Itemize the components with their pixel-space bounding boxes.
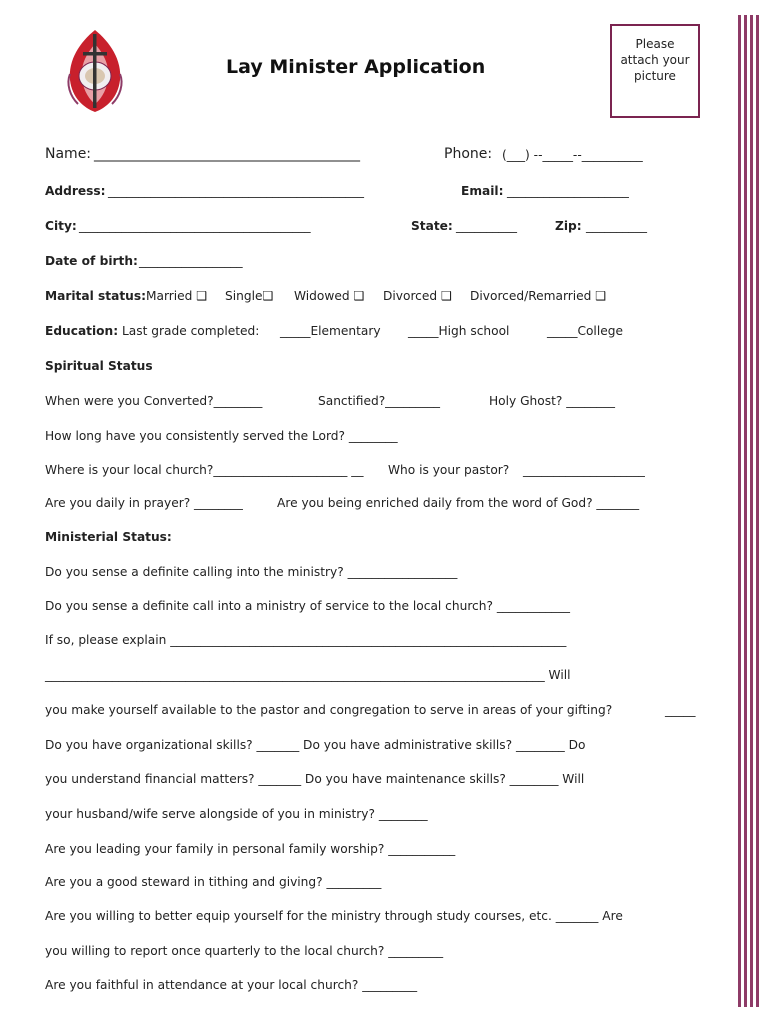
photo-attachment-box <box>610 24 700 118</box>
last-grade-label: Last grade completed: <box>122 324 260 338</box>
attendance-question[interactable]: Are you faithful in attendance at your local church? _________ <box>45 978 418 992</box>
phone-label: Phone: <box>444 146 493 162</box>
address-field[interactable]: __________________________________________ <box>108 184 364 198</box>
education-option-college[interactable]: _____College <box>547 324 623 338</box>
address-label: Address: <box>45 184 106 198</box>
spouse-question[interactable]: your husband/wife serve alongside of you in ministry? ________ <box>45 807 428 821</box>
prayer-question[interactable]: Are you daily in prayer? ________ <box>45 496 243 510</box>
education-option-high-school[interactable]: _____High school <box>408 324 510 338</box>
phone-field[interactable]: (___) --_____--__________ <box>502 148 643 162</box>
marital-option-divorced-remarried[interactable]: Divorced/Remarried ❑ <box>470 289 607 303</box>
photo-note-line: picture <box>634 69 676 83</box>
state-field[interactable]: __________ <box>456 219 517 233</box>
tithing-question[interactable]: Are you a good steward in tithing and giving? _________ <box>45 875 382 889</box>
dob-field[interactable]: _________________ <box>139 254 243 268</box>
zip-field[interactable]: __________ <box>586 219 647 233</box>
name-label: Name: <box>45 146 92 162</box>
pastor-field[interactable]: ____________________ <box>523 463 645 477</box>
photo-note-line: Please <box>635 37 675 51</box>
border-bar <box>744 15 747 1007</box>
holy-ghost-question[interactable]: Holy Ghost? ________ <box>489 394 615 408</box>
sanctified-question[interactable]: Sanctified?_________ <box>318 394 441 408</box>
email-field[interactable]: ____________________ <box>507 184 629 198</box>
name-field[interactable]: ______________________________________ <box>94 146 360 162</box>
marital-option-single[interactable]: Single❑ <box>225 289 274 303</box>
skills-question[interactable]: Do you have organizational skills? _______ Do you have administrative skills? ________ Do <box>45 738 586 752</box>
education-label: Education: <box>45 324 119 338</box>
photo-note-line: attach your <box>620 53 690 67</box>
dob-label: Date of birth: <box>45 254 138 268</box>
email-label: Email: <box>461 184 504 198</box>
enriched-question[interactable]: Are you being enriched daily from the word of God? _______ <box>277 496 640 510</box>
ministry-calling-question[interactable]: Do you sense a definite calling into the ministry? __________________ <box>45 565 458 579</box>
family-worship-question[interactable]: Are you leading your family in personal family worship? ___________ <box>45 842 456 856</box>
ministerial-status-heading: Ministerial Status: <box>45 530 172 544</box>
border-bar <box>756 15 759 1007</box>
local-church-question[interactable]: Where is your local church?______________________ __ <box>45 463 364 477</box>
explain-field-continued[interactable]: __________________________________________________________________________________ Will <box>45 668 571 682</box>
state-label: State: <box>411 219 453 233</box>
city-field[interactable]: ______________________________________ <box>79 219 311 233</box>
service-call-question[interactable]: Do you sense a definite call into a ministry of service to the local church? ____________ <box>45 599 570 613</box>
border-bar <box>738 15 741 1007</box>
marital-option-divorced[interactable]: Divorced ❑ <box>383 289 452 303</box>
marital-option-widowed[interactable]: Widowed ❑ <box>294 289 365 303</box>
explain-field[interactable]: If so, please explain _________________________________________________________________ <box>45 633 567 647</box>
financial-question[interactable]: you understand financial matters? _______ Do you have maintenance skills? ________ Will <box>45 772 585 786</box>
church-logo-icon <box>62 24 128 116</box>
served-question[interactable]: How long have you consistently served the Lord? ________ <box>45 429 398 443</box>
education-option-elementary[interactable]: _____Elementary <box>280 324 381 338</box>
marital-option-married[interactable]: Married ❑ <box>146 289 208 303</box>
study-courses-question[interactable]: Are you willing to better equip yourself for the ministry through study courses, etc. _______ Are <box>45 909 623 923</box>
border-bar <box>750 15 753 1007</box>
pastor-label: Who is your pastor? <box>388 463 510 477</box>
city-label: City: <box>45 219 77 233</box>
border-bars <box>738 15 760 1007</box>
report-question[interactable]: you willing to report once quarterly to the local church? _________ <box>45 944 444 958</box>
availability-blank[interactable]: _____ <box>665 703 696 717</box>
converted-question[interactable]: When were you Converted?________ <box>45 394 263 408</box>
availability-question[interactable]: you make yourself available to the pastor and congregation to serve in areas of your gifting? <box>45 703 613 717</box>
zip-label: Zip: <box>555 219 582 233</box>
page-title: Lay Minister Application <box>226 56 486 78</box>
marital-status-label: Marital status: <box>45 289 146 303</box>
spiritual-status-heading: Spiritual Status <box>45 359 153 373</box>
